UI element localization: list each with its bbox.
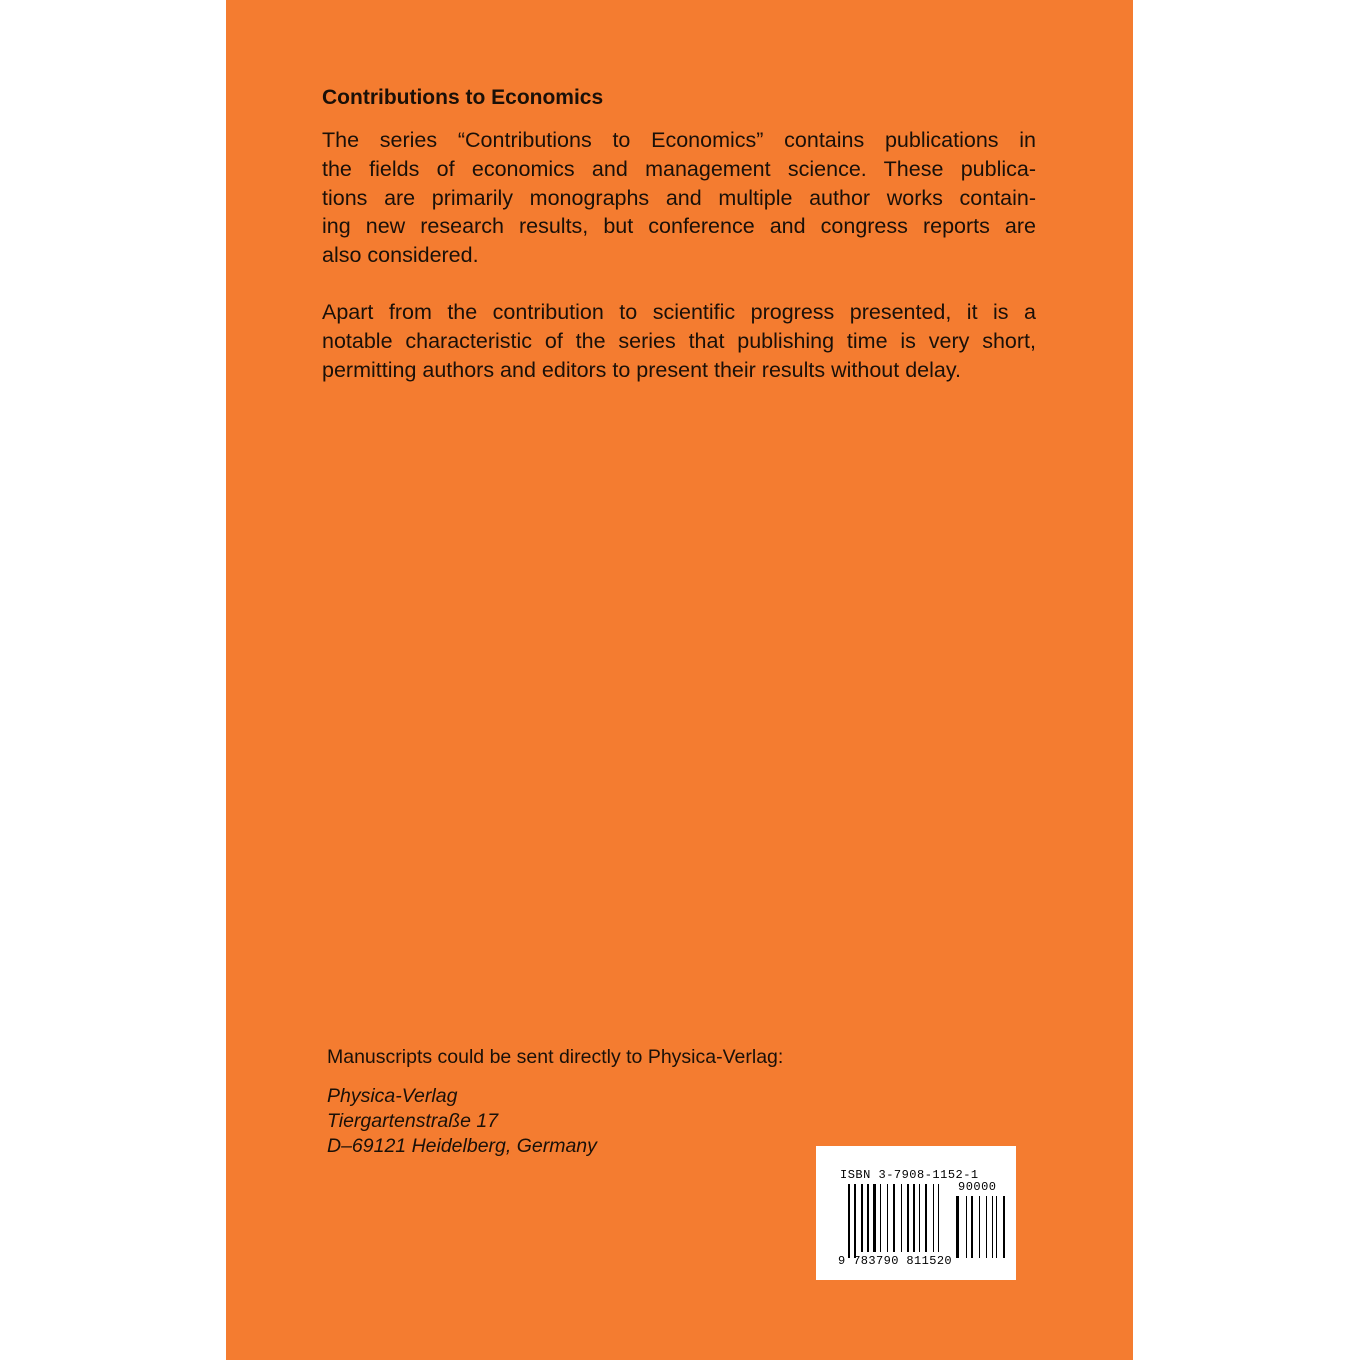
- series-characteristics-paragraph: [322, 298, 1036, 384]
- addon-bars: [956, 1196, 1005, 1258]
- publisher-name: Physica-Verlag: [327, 1085, 458, 1107]
- barcode-addon-digits: 90000: [958, 1180, 997, 1194]
- publisher-street: Tiergartenstraße 17: [327, 1110, 499, 1132]
- paragraph-line: the fields of economics and management science. These publica-: [322, 156, 1036, 181]
- paragraph-line: notable characteristic of the series that publishing time is very short,: [322, 328, 1036, 353]
- paragraph-line: also considered.: [322, 243, 479, 268]
- paragraph-line: tions are primarily monographs and multiple author works contain-: [322, 185, 1036, 210]
- publisher-city: D–69121 Heidelberg, Germany: [327, 1135, 597, 1157]
- book-back-cover: [226, 0, 1133, 1360]
- series-description-paragraph: [322, 126, 1036, 270]
- ean13-bars: [848, 1184, 939, 1258]
- paragraph-line: The series “Contributions to Economics” contains publications in: [322, 128, 1036, 152]
- paragraph-line: ing new research results, but conference and congress reports are: [322, 214, 1036, 239]
- paragraph-line: permitting authors and editors to present their results without delay.: [322, 357, 961, 382]
- isbn-barcode: [816, 1146, 1016, 1280]
- isbn-label: ISBN 3-7908-1152-1: [840, 1168, 979, 1182]
- series-title: Contributions to Economics: [322, 86, 604, 109]
- manuscripts-note: Manuscripts could be sent directly to Physica-Verlag:: [327, 1046, 784, 1068]
- publisher-address: [327, 1084, 597, 1159]
- paragraph-line: Apart from the contribution to scientific progress presented, it is a: [322, 300, 1036, 324]
- barcode-digits: 9 783790 811520: [838, 1254, 953, 1268]
